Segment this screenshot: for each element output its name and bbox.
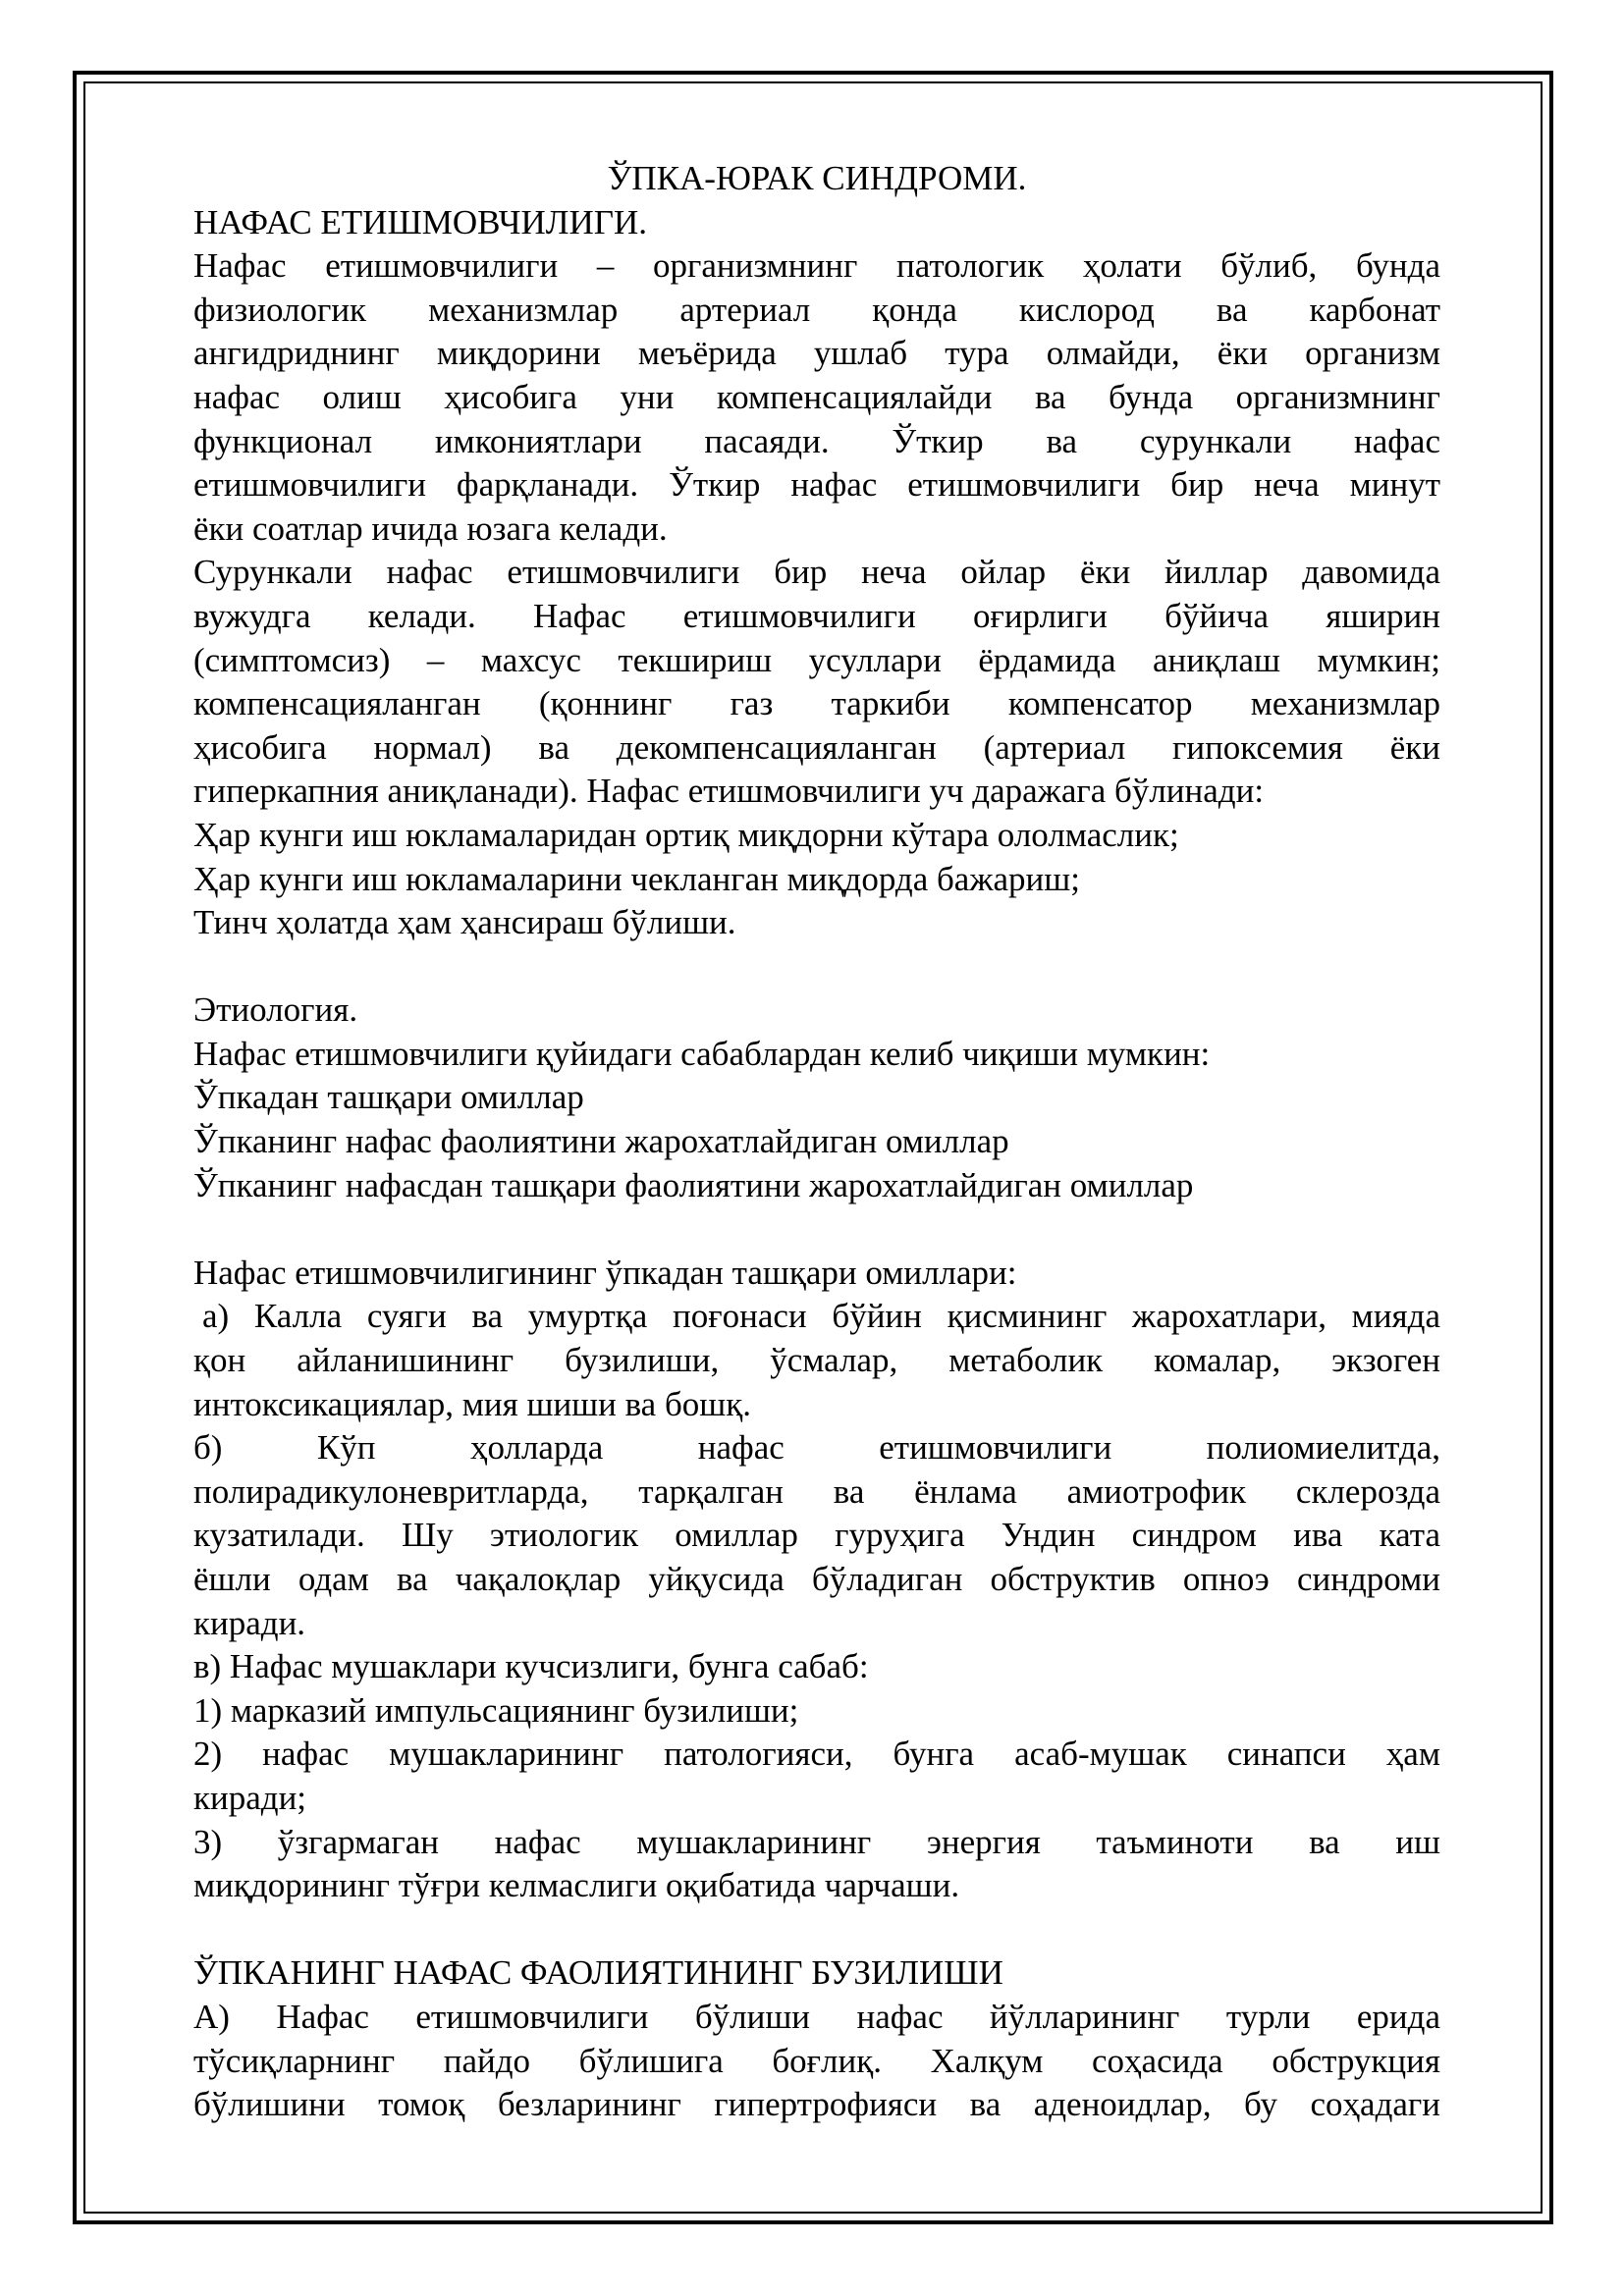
section-title-respiratory-failure: НАФАС ЕТИШМОВЧИЛИГИ. — [193, 202, 648, 241]
sub-item-2 — [193, 1733, 1440, 1820]
text-line: ёки соатлар ичида юзага келади. — [193, 508, 668, 548]
text-line: ёшли одам ва чақалоқлар уйқусида бўладиган обструктив опноэ синдроми — [193, 1560, 1440, 1598]
item-b — [193, 1426, 1440, 1645]
text-line: гиперкапния аниқланади). Нафас етишмовчилиги уч даражага бўлинади: — [193, 772, 1265, 811]
text-line: тўсиқларнинг пайдо бўлишига боғлиқ. Халқум соҳасида обструкция — [193, 2041, 1440, 2080]
paragraph-obstruction — [193, 1996, 1440, 2127]
text-line: компенсацияланган (қоннинг газ таркиби компенсатор механизмлар — [193, 684, 1440, 723]
etiology-heading: Этиология. — [193, 990, 358, 1030]
degrees-list — [193, 814, 1440, 945]
blank-line — [193, 1908, 1440, 1952]
text-line: Сурункали нафас етишмовчилиги бир неча ойлар ёки йиллар давомида — [193, 553, 1440, 592]
item-v: в) Нафас мушаклари кучсизлиги, бунга сабаб: — [193, 1647, 869, 1686]
text-line: миқдорининг тўғри келмаслиги оқибатида чарчаши. — [193, 1866, 960, 1905]
list-item: Ўпканинг нафас фаолиятини жарохатлайдиган омиллар — [193, 1122, 1009, 1161]
text-line: (симптомсиз) – махсус текшириш усуллари ёрдамида аниқлаш мумкин; — [193, 640, 1440, 679]
text-line: етишмовчилиги фарқланади. Ўткир нафас етишмовчилиги бир неча минут — [193, 465, 1440, 505]
document-title: ЎПКА-ЮРАК СИНДРОМИ. — [607, 159, 1027, 197]
sub-item-3 — [193, 1821, 1440, 1908]
paragraph-definition — [193, 244, 1440, 551]
etiology-intro: Нафас етишмовчилиги қуйидаги сабаблардан келиб чиқиши мумкин: — [193, 1034, 1211, 1073]
paragraph-chronic — [193, 551, 1440, 814]
document-body — [193, 157, 1440, 2127]
text-line: қон айланишининг бузилиши, ўсмалар, метаболик комалар, экзоген — [193, 1341, 1440, 1380]
text-line: киради; — [193, 1778, 307, 1817]
text-line: вужудга келади. Нафас етишмовчилиги оғирлиги бўйича яширин — [193, 596, 1440, 635]
item-a — [193, 1295, 1440, 1426]
text-line: 2) нафас мушакларининг патологияси, бунга асаб-мушак синапси ҳам — [193, 1735, 1440, 1774]
text-line: кузатилади. Шу этиологик омиллар гуруҳига Ундин синдром ива ката — [193, 1516, 1440, 1555]
text-line: физиологик механизмлар артериал қонда кислород ва карбонат — [193, 290, 1440, 329]
text-line: Нафас етишмовчилиги – организмнинг патологик ҳолати бўлиб, бунда — [193, 246, 1440, 286]
list-item: Ўпкадан ташқари омиллар — [193, 1078, 584, 1117]
text-line: нафас олиш ҳисобига уни компенсациялайди ва бунда организмнинг — [193, 377, 1440, 416]
etiology-list — [193, 1076, 1440, 1207]
extrapulmonary-heading: Нафас етишмовчилигининг ўпкадан ташқари омиллари: — [193, 1253, 1017, 1292]
text-line: б) Кўп ҳолларда нафас етишмовчилиги полиомиелитда, — [193, 1428, 1440, 1468]
text-line: бўлишини томоқ безларининг гипертрофияси ва аденоидлар, бу соҳадаги — [193, 2085, 1440, 2124]
text-line: полирадикулоневритларда, тарқалган ва ёнлама амиотрофик склерозда — [193, 1471, 1440, 1511]
list-item: Тинч ҳолатда ҳам ҳансираш бўлиши. — [193, 903, 736, 942]
blank-line — [193, 945, 1440, 989]
sub-item-1: 1) марказий импульсациянинг бузилиши; — [193, 1690, 799, 1730]
text-line: ҳисобига нормал) ва декомпенсацияланган (артериал гипоксемия ёки — [193, 727, 1440, 767]
list-item: Ҳар кунги иш юкламаларини чекланган миқдорда бажариш; — [193, 859, 1080, 898]
text-line: киради. — [193, 1603, 306, 1642]
list-item: Ҳар кунги иш юкламаларидан ортиқ миқдорни кўтара ололмаслик; — [193, 815, 1179, 854]
section-heading-pulmonary: ЎПКАНИНГ НАФАС ФАОЛИЯТИНИНГ БУЗИЛИШИ — [193, 1953, 1003, 1993]
text-line: ангидриднинг миқдорини меъёрида ушлаб тура олмайди, ёки организм — [193, 334, 1440, 373]
text-line: 3) ўзгармаган нафас мушакларининг энергия таъминоти ва иш — [193, 1822, 1440, 1861]
text-line: а) Калла суяги ва умуртқа поғонаси бўйин қисмининг жарохатлари, мияда — [202, 1297, 1440, 1336]
blank-line — [193, 1207, 1440, 1252]
text-line: интоксикациялар, мия шиши ва бошқ. — [193, 1384, 751, 1423]
text-line: А) Нафас етишмовчилиги бўлиши нафас йўлларининг турли ерида — [193, 1997, 1440, 2036]
text-line: функционал имкониятлари пасаяди. Ўткир ва сурункали нафас — [193, 421, 1440, 460]
list-item: Ўпканинг нафасдан ташқари фаолиятини жарохатлайдиган омиллар — [193, 1165, 1194, 1204]
